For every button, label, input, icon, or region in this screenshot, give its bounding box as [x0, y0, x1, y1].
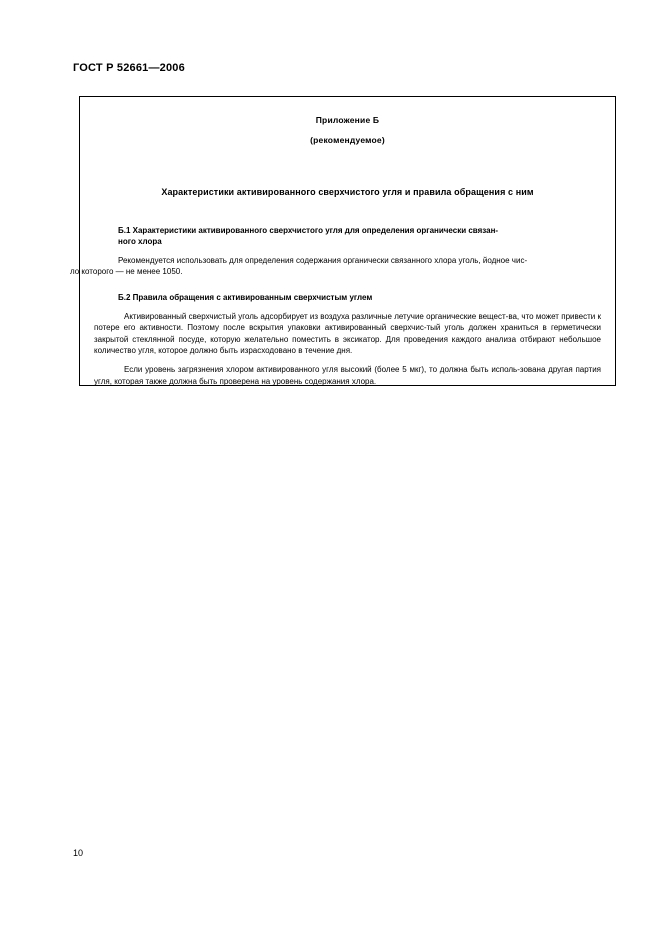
clause-b2-body-2: Если уровень загрязнения хлором активированного угля высокий (более 5 мкг), то должна быть исполь-зована другая партия угля, которая также должна быть проверена на уровень содержания хлора.	[94, 365, 601, 386]
clause-b2-heading: Б.2 Правила обращения с активированным сверхчистым углем	[118, 293, 373, 303]
annex-main-title: Характеристики активированного сверхчистого угля и правила обращения с ним	[161, 187, 534, 197]
annex-frame	[70, 96, 616, 386]
annex-label: Приложение Б	[315, 115, 380, 125]
page-number: 10	[73, 848, 84, 858]
annex-content	[70, 97, 615, 386]
clause-b1-heading-line2: ного хлора	[118, 237, 162, 247]
standard-header: ГОСТ Р 52661—2006	[73, 62, 185, 74]
clause-b1-heading-line1: Б.1 Характеристики активированного сверхчистого угля для определения органически связан-	[118, 225, 499, 235]
clause-b1-body-line2: ло которого — не менее 1050.	[70, 267, 183, 277]
clause-b1-body-line1: Рекомендуется использовать для определения содержания органически связанного хлора уголь, йодное чис-	[118, 255, 528, 265]
clause-b1-body	[70, 255, 601, 278]
clause-b2-body: Активированный сверхчистый уголь адсорбирует из воздуха различные летучие органические вещест-ва, что может привести к потере его активности. Поэтому после вскрытия упаковки активированный сверхчис-тый уголь должен храниться в герметически закрытой стеклянной посуде, которую желательно поместить в эксикатор. Для проведения каждого анализа отбирают небольшое количество угля, которое должно быть израсходовано в течение дня.	[94, 311, 601, 356]
annex-status: (рекомендуемое)	[310, 135, 385, 145]
clause-b1-heading	[94, 225, 601, 248]
